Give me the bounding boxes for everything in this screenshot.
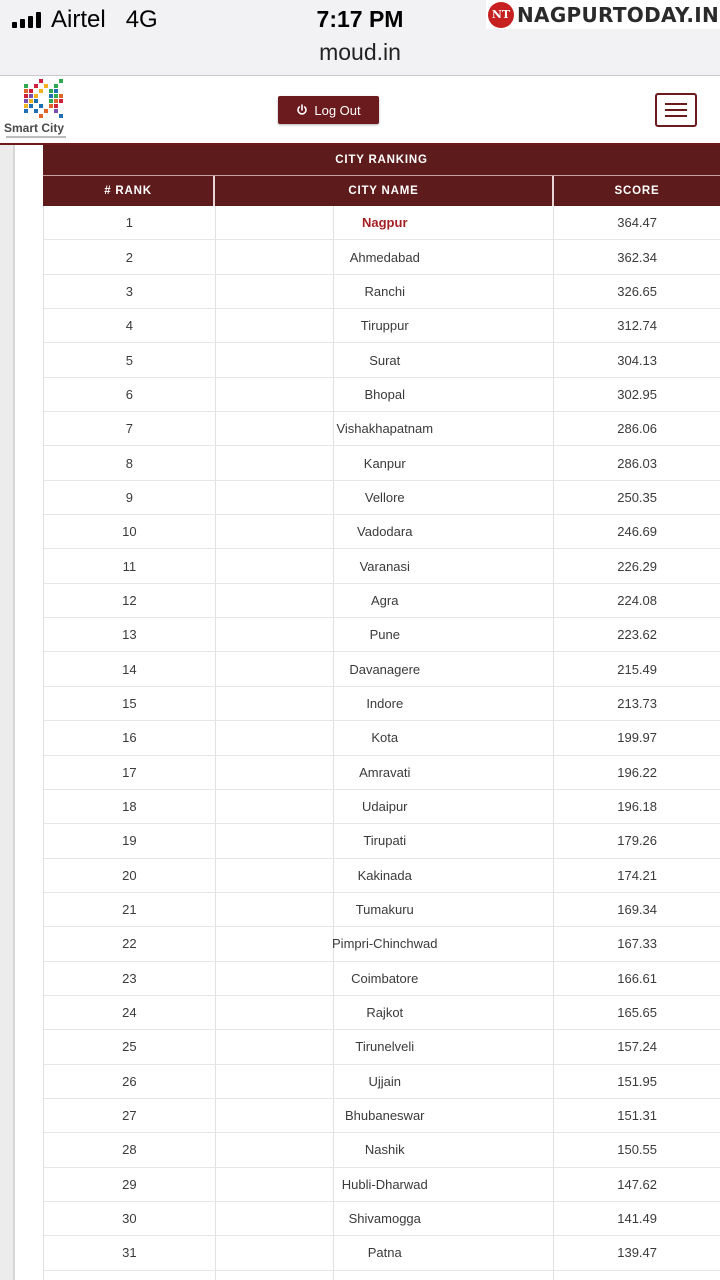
- score-cell: 302.95: [617, 386, 657, 402]
- score-cell: 151.95: [617, 1073, 657, 1089]
- city-name: Surat: [369, 352, 401, 368]
- table-row: [44, 515, 720, 549]
- city-name: Amravati: [359, 764, 411, 780]
- score-cell: 167.33: [617, 936, 657, 952]
- city-name-cell: [216, 412, 555, 445]
- menu-icon-bar: [665, 109, 687, 111]
- city-name-cell: [216, 687, 555, 720]
- score-cell: 312.74: [617, 318, 657, 334]
- city-name-cell: [216, 1202, 555, 1235]
- score-cell: 224.08: [617, 592, 657, 608]
- table-row: [44, 618, 720, 652]
- score-cell: 150.55: [617, 1142, 657, 1158]
- city-ranking-table: [43, 145, 720, 1280]
- city-name-cell: [216, 1168, 555, 1201]
- score-cell: 199.97: [617, 730, 657, 746]
- rank-cell: 26: [44, 1065, 216, 1098]
- rank-cell: 21: [44, 893, 216, 926]
- city-name-cell: [216, 1236, 555, 1269]
- city-name-cell: [216, 927, 555, 960]
- city-name: Hubli-Dharwad: [341, 1176, 428, 1192]
- score-cell: 304.13: [617, 352, 657, 368]
- column-header-score[interactable]: SCORE: [614, 185, 660, 197]
- score-cell: 174.21: [617, 867, 657, 883]
- city-name: Coimbatore: [351, 970, 419, 986]
- city-name: Ahmedabad: [349, 249, 420, 265]
- watermark-text: NAGPURTODAY.IN: [517, 2, 719, 27]
- rank-cell: 28: [44, 1133, 216, 1166]
- city-name: Bhopal: [364, 386, 405, 402]
- city-name: Pimpri-Chinchwad: [332, 936, 438, 952]
- city-name: Davanagere: [349, 661, 421, 677]
- table-row: [44, 893, 720, 927]
- network-type: 4G: [125, 6, 158, 33]
- left-gutter: [0, 145, 13, 1280]
- city-name: Kota: [371, 730, 399, 746]
- rank-cell: 2: [44, 240, 216, 273]
- score-cell: 165.65: [617, 1005, 657, 1021]
- rank-cell: 7: [44, 412, 216, 445]
- city-name: Patna: [367, 1245, 402, 1261]
- city-name-cell: [216, 996, 555, 1029]
- table-row: [44, 721, 720, 755]
- table-row: [44, 859, 720, 893]
- score-cell: 246.69: [617, 524, 657, 540]
- rank-cell: 27: [44, 1099, 216, 1132]
- table-row: [44, 378, 720, 412]
- source-watermark: [486, 0, 720, 29]
- city-name-cell: [216, 790, 555, 823]
- rank-cell: 9: [44, 481, 216, 514]
- score-cell: 169.34: [617, 902, 657, 918]
- carrier-name: Airtel: [51, 6, 106, 33]
- score-cell: 196.18: [617, 799, 657, 815]
- table-row: [44, 652, 720, 686]
- city-name-cell: [216, 893, 555, 926]
- watermark-logo: NT: [488, 2, 514, 28]
- table-row: [44, 549, 720, 583]
- city-name: Tirupati: [363, 833, 407, 849]
- score-cell: 157.24: [617, 1039, 657, 1055]
- city-name: Tumakuru: [355, 902, 414, 918]
- table-row: [44, 584, 720, 618]
- menu-icon-bar: [665, 115, 687, 117]
- score-cell: 223.62: [617, 627, 657, 643]
- menu-icon-bar: [665, 103, 687, 105]
- city-name: Kakinada: [357, 867, 412, 883]
- column-header-city-name[interactable]: CITY NAME: [215, 176, 554, 206]
- logout-button[interactable]: [278, 96, 379, 124]
- rank-cell: 1: [44, 206, 216, 239]
- table-row: [44, 1099, 720, 1133]
- smart-city-logo[interactable]: [4, 79, 68, 141]
- rank-cell: 10: [44, 515, 216, 548]
- city-name: Tirunelveli: [355, 1039, 415, 1055]
- score-cell: 179.26: [617, 833, 657, 849]
- city-name: Nashik: [364, 1142, 405, 1158]
- table-row: [44, 996, 720, 1030]
- column-header-rank[interactable]: # RANK: [43, 176, 215, 206]
- city-name: Pune: [369, 627, 400, 643]
- city-name-cell: [216, 240, 555, 273]
- city-name-cell: [216, 824, 555, 857]
- table-row: [44, 927, 720, 961]
- score-cell: 196.22: [617, 764, 657, 780]
- city-name-cell: [216, 652, 555, 685]
- city-name-cell: [216, 549, 555, 582]
- city-name-cell: [216, 1030, 555, 1063]
- city-name: Tiruppur: [360, 318, 409, 334]
- table-row: [44, 1168, 720, 1202]
- table-row: [44, 1202, 720, 1236]
- table-row: [44, 824, 720, 858]
- score-cell: 213.73: [617, 695, 657, 711]
- city-name-cell: [216, 859, 555, 892]
- rank-cell: 20: [44, 859, 216, 892]
- city-name-cell: [216, 481, 555, 514]
- site-header: [0, 77, 720, 145]
- hamburger-menu-button[interactable]: [655, 93, 697, 127]
- table-row: [44, 790, 720, 824]
- city-name-cell: [216, 309, 555, 342]
- table-row: [44, 446, 720, 480]
- table-row: [44, 962, 720, 996]
- score-cell: 141.49: [617, 1211, 657, 1227]
- table-row: [44, 1236, 720, 1270]
- table-row: [44, 687, 720, 721]
- city-name-cell: [216, 962, 555, 995]
- table-row: [44, 1030, 720, 1064]
- city-name-cell: [216, 343, 555, 376]
- city-name: Indore: [366, 695, 404, 711]
- logout-label: Log Out: [314, 102, 361, 118]
- status-bar: [0, 0, 720, 76]
- table-cell-score: [554, 1271, 720, 1280]
- table-row-partial: [43, 1271, 720, 1280]
- rank-cell: 31: [44, 1236, 216, 1269]
- power-icon: [296, 104, 308, 116]
- clock: 7:17 PM: [316, 6, 404, 32]
- city-name-cell: [216, 1133, 555, 1166]
- rank-cell: 13: [44, 618, 216, 651]
- city-name-cell: [216, 721, 555, 754]
- city-name-cell: [216, 275, 555, 308]
- rank-cell: 25: [44, 1030, 216, 1063]
- city-name-cell: [216, 515, 555, 548]
- table-row: [44, 756, 720, 790]
- table-row: [44, 206, 720, 240]
- city-name-cell: [216, 584, 555, 617]
- table-row: [44, 309, 720, 343]
- table-title: CITY RANKING: [43, 145, 720, 175]
- rank-cell: 29: [44, 1168, 216, 1201]
- table-row: [44, 481, 720, 515]
- city-name-cell: [216, 1065, 555, 1098]
- city-name: Vadodara: [357, 524, 413, 540]
- rank-cell: 11: [44, 549, 216, 582]
- score-cell: 151.31: [617, 1108, 657, 1124]
- city-name: Bhubaneswar: [345, 1108, 425, 1124]
- rank-cell: 12: [44, 584, 216, 617]
- city-name-cell: [216, 756, 555, 789]
- score-cell: 362.34: [617, 249, 657, 265]
- sidebar-edge: [13, 145, 15, 1280]
- city-name: Kanpur: [363, 455, 406, 471]
- score-cell: 215.49: [617, 661, 657, 677]
- rank-cell: 24: [44, 996, 216, 1029]
- rank-cell: 18: [44, 790, 216, 823]
- logo-tagline: [6, 136, 66, 138]
- city-name-cell: [216, 206, 555, 239]
- score-cell: 364.47: [617, 215, 657, 231]
- score-cell: 226.29: [617, 558, 657, 574]
- city-name-cell: [216, 446, 555, 479]
- table-row: [44, 1133, 720, 1167]
- score-cell: 166.61: [617, 970, 657, 986]
- city-name: Ujjain: [368, 1073, 401, 1089]
- table-cell-rank: [44, 1271, 216, 1280]
- rank-cell: 8: [44, 446, 216, 479]
- smart-city-logo-icon: [24, 79, 64, 119]
- table-row: [44, 412, 720, 446]
- table-row: [44, 240, 720, 274]
- table-cell-city: [216, 1271, 555, 1280]
- rank-cell: 14: [44, 652, 216, 685]
- rank-cell: 17: [44, 756, 216, 789]
- rank-cell: 3: [44, 275, 216, 308]
- rank-cell: 23: [44, 962, 216, 995]
- rank-cell: 6: [44, 378, 216, 411]
- score-cell: 250.35: [617, 489, 657, 505]
- city-name: Rajkot: [366, 1005, 404, 1021]
- logo-text: Smart City: [4, 121, 65, 135]
- rank-cell: 5: [44, 343, 216, 376]
- score-cell: 286.03: [617, 455, 657, 471]
- city-name: Shivamogga: [348, 1211, 421, 1227]
- city-name-cell: [216, 378, 555, 411]
- score-cell: 147.62: [617, 1176, 657, 1192]
- city-name: Nagpur: [362, 215, 408, 231]
- city-name-cell: [216, 1099, 555, 1132]
- table-row: [44, 275, 720, 309]
- city-name: Agra: [371, 592, 399, 608]
- city-name: Udaipur: [361, 799, 408, 815]
- table-body: [43, 206, 720, 1271]
- address-bar-url[interactable]: moud.in: [319, 39, 401, 65]
- city-name: Vishakhapatnam: [336, 421, 434, 437]
- score-cell: 139.47: [617, 1245, 657, 1261]
- score-cell: 286.06: [617, 421, 657, 437]
- rank-cell: 15: [44, 687, 216, 720]
- table-row: [44, 1065, 720, 1099]
- rank-cell: 19: [44, 824, 216, 857]
- city-name: Varanasi: [359, 558, 410, 574]
- city-name: Ranchi: [364, 283, 405, 299]
- rank-cell: 30: [44, 1202, 216, 1235]
- city-name-cell: [216, 618, 555, 651]
- rank-cell: 16: [44, 721, 216, 754]
- table-header-row: [43, 175, 720, 206]
- score-cell: 326.65: [617, 283, 657, 299]
- rank-cell: 4: [44, 309, 216, 342]
- table-row: [44, 343, 720, 377]
- city-name: Vellore: [364, 489, 405, 505]
- rank-cell: 22: [44, 927, 216, 960]
